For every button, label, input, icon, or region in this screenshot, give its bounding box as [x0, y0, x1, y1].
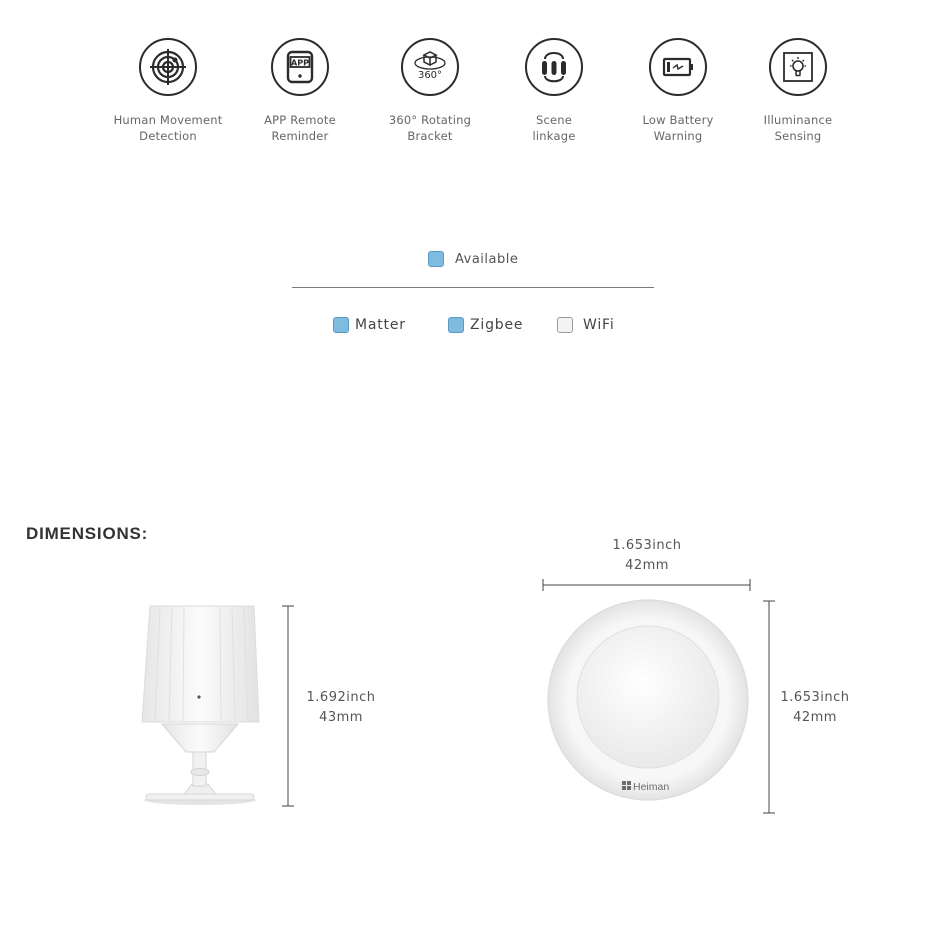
brand-logo-text: Heiman — [633, 781, 670, 793]
front-height-label — [770, 688, 860, 728]
front-height-inch: 1.653inch — [780, 690, 850, 705]
front-width-label — [602, 536, 692, 576]
dimensions-title: DIMENSIONS: — [26, 524, 149, 543]
protocol-label: Matter — [355, 317, 406, 333]
front-width-inch: 1.653inch — [612, 538, 682, 553]
side-height-label — [296, 688, 386, 728]
side-height-mm: 43mm — [319, 710, 363, 725]
feature-label: Illuminance Sensing — [763, 113, 833, 143]
sensor-front-view — [548, 600, 748, 800]
side-height-inch: 1.692inch — [306, 690, 376, 705]
feature-label: APP Remote Reminder — [264, 113, 336, 143]
front-height-mm: 42mm — [793, 710, 837, 725]
degree-icon-text: 360° — [417, 70, 443, 81]
protocol-label: WiFi — [583, 317, 615, 333]
side-height-dimension — [282, 606, 294, 806]
app-icon-text: APP — [291, 58, 309, 68]
front-width-mm: 42mm — [625, 558, 669, 573]
feature-label: Scene linkage — [532, 113, 576, 143]
protocol-label: Zigbee — [470, 317, 524, 333]
front-width-dimension — [543, 579, 750, 591]
available-label: Available — [455, 251, 519, 267]
feature-label: 360° Rotating Bracket — [388, 113, 472, 143]
sensor-side-view — [142, 606, 259, 805]
feature-label: Low Battery Warning — [642, 113, 714, 143]
feature-label: Human Movement Detection — [113, 113, 223, 143]
